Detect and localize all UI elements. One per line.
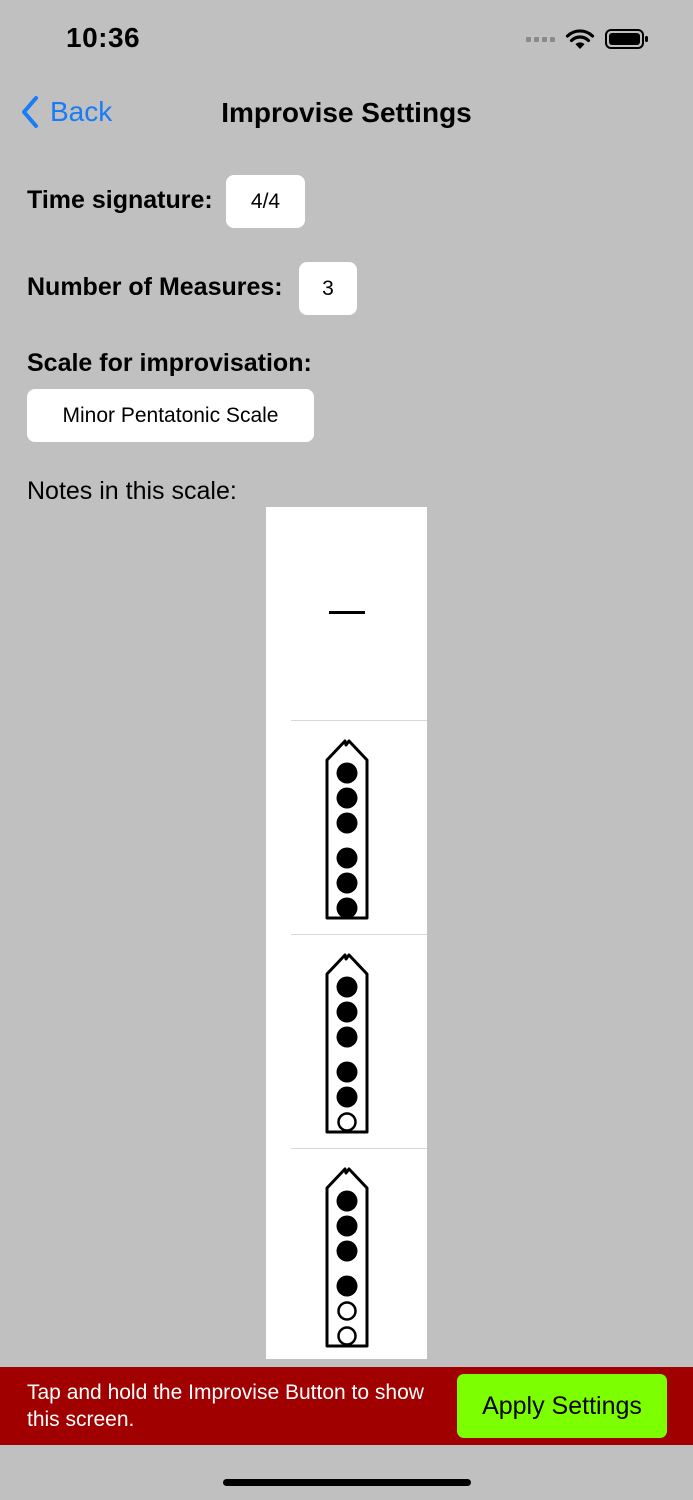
chevron-left-icon: [20, 95, 40, 129]
rest-icon: [329, 611, 365, 614]
back-label: Back: [50, 96, 113, 127]
footer-bar: [0, 1367, 693, 1445]
note-cell-fingering[interactable]: [266, 1149, 427, 1359]
footer-hint-text: Tap and hold the Improvise Button to show this screen.: [27, 1381, 424, 1431]
flute-fingering-icon: [324, 1163, 370, 1349]
home-indicator: [223, 1479, 471, 1486]
closed-hole: [337, 1002, 358, 1023]
closed-hole: [337, 873, 358, 894]
closed-hole: [337, 788, 358, 809]
cellular-signal-icon: [526, 37, 555, 42]
closed-hole: [337, 763, 358, 784]
status-time: 10:36: [66, 22, 141, 53]
scale-label: Scale for improvisation:: [27, 349, 312, 377]
closed-hole: [337, 1062, 358, 1083]
status-icons: [526, 28, 649, 50]
closed-hole: [337, 898, 358, 919]
open-hole: [339, 1328, 356, 1345]
open-hole: [339, 1114, 356, 1131]
flute-fingering-icon: [324, 949, 370, 1135]
measures-label: Number of Measures:: [27, 273, 283, 301]
page-title: Improvise Settings: [221, 97, 472, 128]
wifi-icon: [565, 28, 595, 50]
closed-hole: [337, 848, 358, 869]
note-cell-fingering[interactable]: [266, 935, 427, 1149]
measures-button[interactable]: 3: [299, 262, 357, 315]
back-button[interactable]: [20, 95, 112, 129]
closed-hole: [337, 1241, 358, 1262]
flute-fingering-icon: [324, 735, 370, 921]
navigation-bar: [0, 85, 693, 141]
status-bar: [0, 0, 693, 80]
closed-hole: [337, 1216, 358, 1237]
notes-label: Notes in this scale:: [27, 477, 237, 505]
closed-hole: [337, 1027, 358, 1048]
open-hole: [339, 1303, 356, 1320]
apply-settings-button[interactable]: Apply Settings: [457, 1374, 667, 1438]
time-signature-label: Time signature:: [27, 186, 213, 214]
note-cell-fingering[interactable]: [266, 721, 427, 935]
closed-hole: [337, 1087, 358, 1108]
note-cell-rest[interactable]: [266, 507, 427, 721]
closed-hole: [337, 1276, 358, 1297]
battery-icon: [605, 28, 649, 50]
time-signature-button[interactable]: 4/4: [226, 175, 305, 228]
closed-hole: [337, 977, 358, 998]
scale-select-button[interactable]: Minor Pentatonic Scale: [27, 389, 314, 442]
closed-hole: [337, 1191, 358, 1212]
closed-hole: [337, 813, 358, 834]
scale-notes-list[interactable]: [266, 507, 427, 1359]
